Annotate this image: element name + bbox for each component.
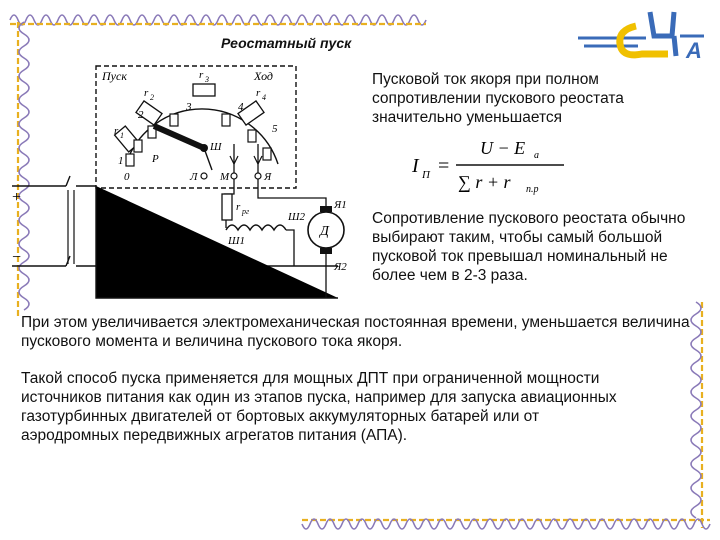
svg-text:2: 2 <box>138 109 144 121</box>
minus-terminal: − <box>12 249 22 266</box>
svg-text:Ш: Ш <box>210 141 222 153</box>
svg-text:5: 5 <box>272 123 278 135</box>
field-rheostat <box>222 194 232 220</box>
university-logo <box>576 6 706 64</box>
svg-text:1: 1 <box>118 155 124 167</box>
rheostat-start-circuit-diagram <box>8 58 360 308</box>
svg-text:a: a <box>534 150 539 161</box>
svg-text:r: r <box>256 87 261 99</box>
logo-letter: А <box>686 38 702 63</box>
svg-text:Р: Р <box>152 153 159 165</box>
svg-text:Ш1: Ш1 <box>228 235 245 247</box>
svg-text:∑ r + r: ∑ r + r <box>458 172 511 192</box>
svg-text:r: r <box>199 69 204 81</box>
svg-text:М: М <box>220 171 230 183</box>
svg-text:r: r <box>144 87 149 99</box>
svg-text:4: 4 <box>262 93 266 102</box>
shunt-winding <box>226 225 286 230</box>
decorative-border-top <box>8 6 428 32</box>
svg-text:Д: Д <box>320 224 329 239</box>
svg-text:3: 3 <box>186 101 192 113</box>
svg-text:r: r <box>236 201 241 213</box>
svg-text:рг: рг <box>242 207 250 216</box>
svg-text:Я1: Я1 <box>334 199 347 211</box>
paragraph-rheostat-resistance: Сопротивление пускового реостата обычно выбирают таким, чтобы самый большой пусковой ток превышал номинальный не более чем в 2-3 раза. <box>372 210 686 284</box>
label-hod: Ход <box>254 69 274 83</box>
svg-text:2: 2 <box>150 93 154 102</box>
svg-text:4: 4 <box>238 101 244 113</box>
svg-text:r: r <box>114 125 119 137</box>
svg-text:П: П <box>422 169 430 181</box>
svg-text:Я2: Я2 <box>334 261 347 273</box>
svg-text:0: 0 <box>124 171 130 183</box>
decorative-border-bottom <box>300 510 712 536</box>
svg-text:Я: Я <box>264 171 272 183</box>
starting-current-formula <box>408 132 598 196</box>
svg-text:=: = <box>438 155 450 177</box>
svg-text:Ш2: Ш2 <box>288 211 305 223</box>
svg-text:U − E: U − E <box>480 138 526 158</box>
slide-title: Реостатный пуск <box>221 35 352 51</box>
svg-text:1: 1 <box>120 131 124 140</box>
paragraph-time-constant: При этом увеличивается электромеханическая постоянная времени, уменьшается величина пускового момента и величина пускового тока якоря. <box>21 314 690 350</box>
resistor-r3 <box>193 84 215 96</box>
svg-text:3: 3 <box>205 75 209 84</box>
svg-text:п.р: п.р <box>526 184 539 195</box>
svg-text:Л: Л <box>190 171 198 183</box>
paragraph-starting-current: Пусковой ток якоря при полном сопротивлении пускового реостата значительно уменьшается <box>372 71 624 126</box>
plus-terminal: + <box>12 189 22 206</box>
paragraph-application: Такой способ пуска применяется для мощных ДПТ при ограниченной мощности источников питания как один из этапов пуска, например для запуска авиационных газотурбинных двигателей от бортовых аккумуляторных батарей или от аэродромных передвижных агрегатов питания (АПА). <box>21 370 617 444</box>
label-pusk: Пуск <box>102 69 127 83</box>
svg-text:I: I <box>412 155 419 177</box>
